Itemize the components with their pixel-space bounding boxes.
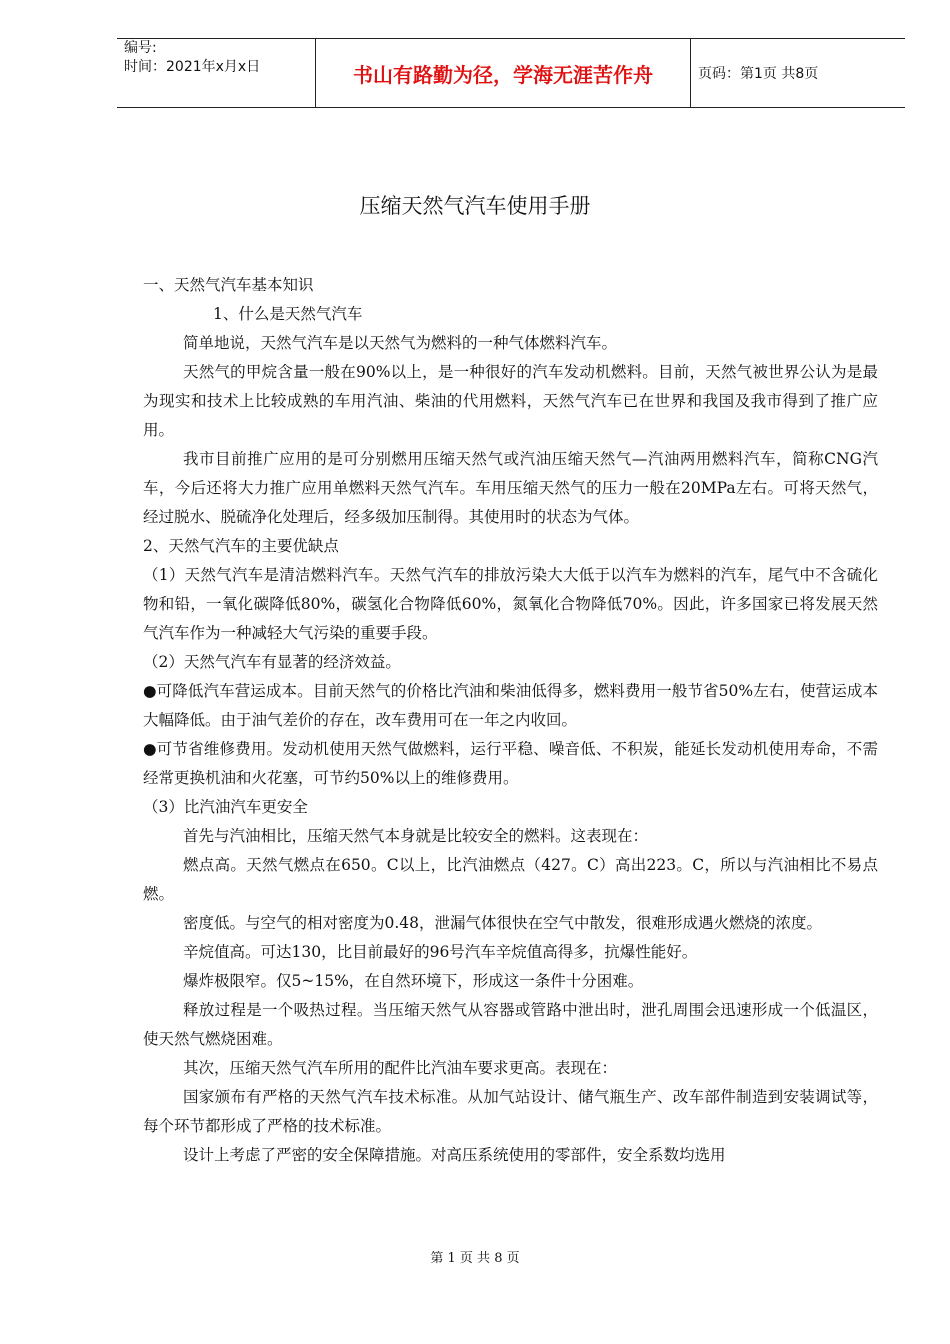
paragraph: 我市目前推广应用的是可分别燃用压缩天然气或汽油压缩天然气—汽油两用燃料汽车，简称CNG汽车，今后还将大力推广应用单燃料天然气汽车。车用压缩天然气的压力一般在20MPa左右。可将天然气，经过脱水、脱硫净化处理后，经多级加压制得。其使用时的状态为气体。	[143, 450, 878, 526]
paragraph: （3）比汽油汽车更安全	[143, 798, 308, 816]
section-heading: 一、天然气汽车基本知识	[143, 276, 314, 294]
paragraph: 其次，压缩天然气汽车所用的配件比汽油车要求更高。表现在：	[183, 1059, 618, 1077]
document-title: 压缩天然气汽车使用手册	[359, 194, 591, 218]
document-number: 编号:	[124, 40, 157, 56]
paragraph: 国家颁布有严格的天然气汽车技术标准。从加气站设计、储气瓶生产、改车部件制造到安装调试等，每个环节都形成了严格的技术标准。	[143, 1088, 878, 1135]
paragraph: 天然气的甲烷含量一般在90%以上，是一种很好的汽车发动机燃料。目前，天然气被世界公认为是最为现实和技术上比较成熟的车用汽油、柴油的代用燃料，天然气汽车已在世界和我国及我市得到了推广应用。	[143, 363, 878, 439]
header-table	[117, 38, 905, 108]
header-info-cell	[117, 39, 315, 107]
header-motto: 书山有路勤为径，学海无涯苦作舟	[315, 39, 691, 107]
subsection-heading: 2、天然气汽车的主要优缺点	[143, 537, 339, 555]
document-body	[143, 271, 878, 1170]
paragraph: 燃点高。天然气燃点在650。C以上，比汽油燃点（427。C）高出223。C，所以与汽油相比不易点燃。	[143, 856, 878, 903]
paragraph: （2）天然气汽车有显著的经济效益。	[143, 653, 401, 671]
header-page-number: 页码：第1页 共8页	[698, 66, 819, 82]
bullet-paragraph: ●可降低汽车营运成本。目前天然气的价格比汽油和柴油低得多，燃料费用一般节省50%左右，使营运成本大幅降低。由于油气差价的存在，改车费用可在一年之内收回。	[143, 682, 878, 729]
document-time: 时间：2021年x月x日	[124, 59, 261, 75]
paragraph: 密度低。与空气的相对密度为0.48，泄漏气体很快在空气中散发，很难形成遇火燃烧的浓度。	[183, 914, 823, 932]
subsection-heading: 1、什么是天然气汽车	[213, 305, 363, 323]
paragraph: 释放过程是一个吸热过程。当压缩天然气从容器或管路中泄出时，泄孔周围会迅速形成一个低温区，使天然气燃烧困难。	[143, 1001, 878, 1048]
paragraph: 爆炸极限窄。仅5~15%，在自然环境下，形成这一条件十分困难。	[183, 972, 644, 990]
paragraph: 设计上考虑了严密的安全保障措施。对高压系统使用的零部件，安全系数均选用	[183, 1146, 726, 1164]
paragraph: （1）天然气汽车是清洁燃料汽车。天然气汽车的排放污染大大低于以汽车为燃料的汽车，尾气中不含硫化物和铅，一氧化碳降低80%，碳氢化合物降低60%，氮氧化合物降低70%。因此，许多国家已将发展天然气汽车作为一种减轻大气污染的重要手段。	[143, 566, 878, 642]
paragraph: 辛烷值高。可达130，比目前最好的96号汽车辛烷值高得多，抗爆性能好。	[183, 943, 698, 961]
paragraph: 首先与汽油相比，压缩天然气本身就是比较安全的燃料。这表现在：	[183, 827, 649, 845]
paragraph: 简单地说，天然气汽车是以天然气为燃料的一种气体燃料汽车。	[183, 334, 618, 352]
page-footer: 第 1 页 共 8 页	[430, 1251, 520, 1266]
bullet-paragraph: ●可节省维修费用。发动机使用天然气做燃料，运行平稳、噪音低、不积炭，能延长发动机使用寿命，不需经常更换机油和火花塞，可节约50%以上的维修费用。	[143, 740, 878, 787]
